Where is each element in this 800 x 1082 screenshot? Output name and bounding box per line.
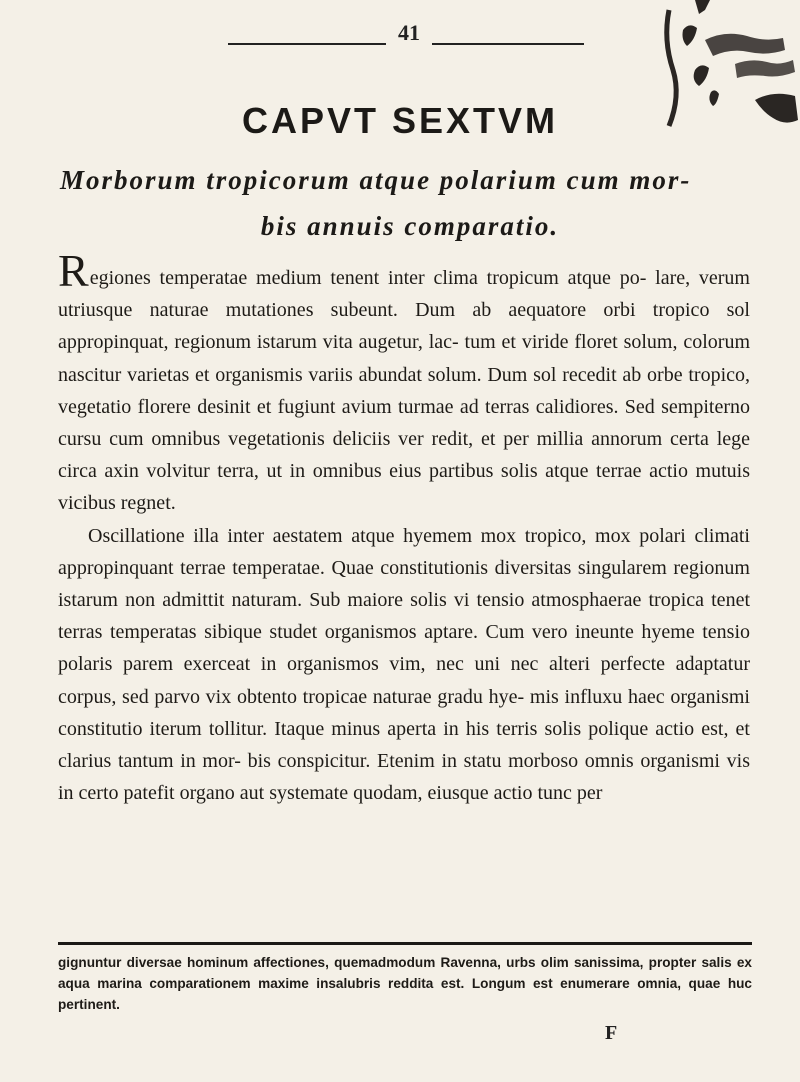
header-rule-left — [228, 43, 386, 45]
page-number: 41 — [398, 20, 420, 45]
paragraph-1-text: egiones temperatae medium tenent inter clima tropicum atque po- lare, verum utriusque naturae mutationes subeunt. Dum ab aequatore orbi tropico sol appropinquat, regionum istarum vita augetur, lac- tum et viride floret solum, colorum nascitur varietas et organismis variis abundat solum. Dum sol recedit ab orbe tropico, vegetatio florere desinit et fugiunt avium turmae ad terras calidiores. Sed sempiterno cursu cum omnibus vegetationis deliciis ver redit, et per millia annorum certa lege circa axin volvitur terra, ut in omnibus eius partibus solis atque terrae actio mutuis vicibus regnet. — [58, 267, 750, 515]
paragraph-2: Oscillatione illa inter aestatem atque hyemem mox tropico, mox polari climati appropinquant terrae temperatae. Quae constitutionis diversitas singularem regionum istarum non admittit naturam. Sub maiore solis vi tensio atmosphaerae tropica tenet terras temperatas sibique studet organismos aptare. Cum vero ineunte hyeme tensio polaris parem exerceat in organismos vim, nec uni nec alteri perfecte adaptatur corpus, sed parvo vix obtento tropicae naturae gradu hye- mis influxu haec organismi constitutio iterum tollitur. Itaque minus aperta in his terris solis polique actio est, et clarius tantum in mor- bis conspicitur. Etenim in statu morboso omnis organismi vis in certo patefit organo aut systemate quodam, eiusque actio tunc per — [58, 524, 750, 805]
chapter-subtitle — [60, 157, 760, 249]
chapter-title: CAPVT SEXTVM — [241, 100, 559, 141]
initial-letter: R — [58, 245, 89, 296]
subtitle-line-1: Morborum tropicorum atque polarium cum mor- — [60, 165, 692, 195]
signature-mark: F — [605, 1022, 618, 1044]
footnote-divider — [58, 942, 752, 945]
subtitle-line-2: bis annuis comparatio. — [260, 211, 560, 241]
footnote: gignuntur diversae hominum affectiones, quemadmodum Ravenna, urbs olim sanissima, propter salis ex aqua marina comparationem maxime insalubris reddita est. Longum est enumerare omnia, quae huc pertinent. — [58, 955, 752, 1012]
header-rule-right — [432, 43, 584, 45]
paragraph-1 — [58, 245, 750, 520]
main-text — [58, 245, 750, 809]
